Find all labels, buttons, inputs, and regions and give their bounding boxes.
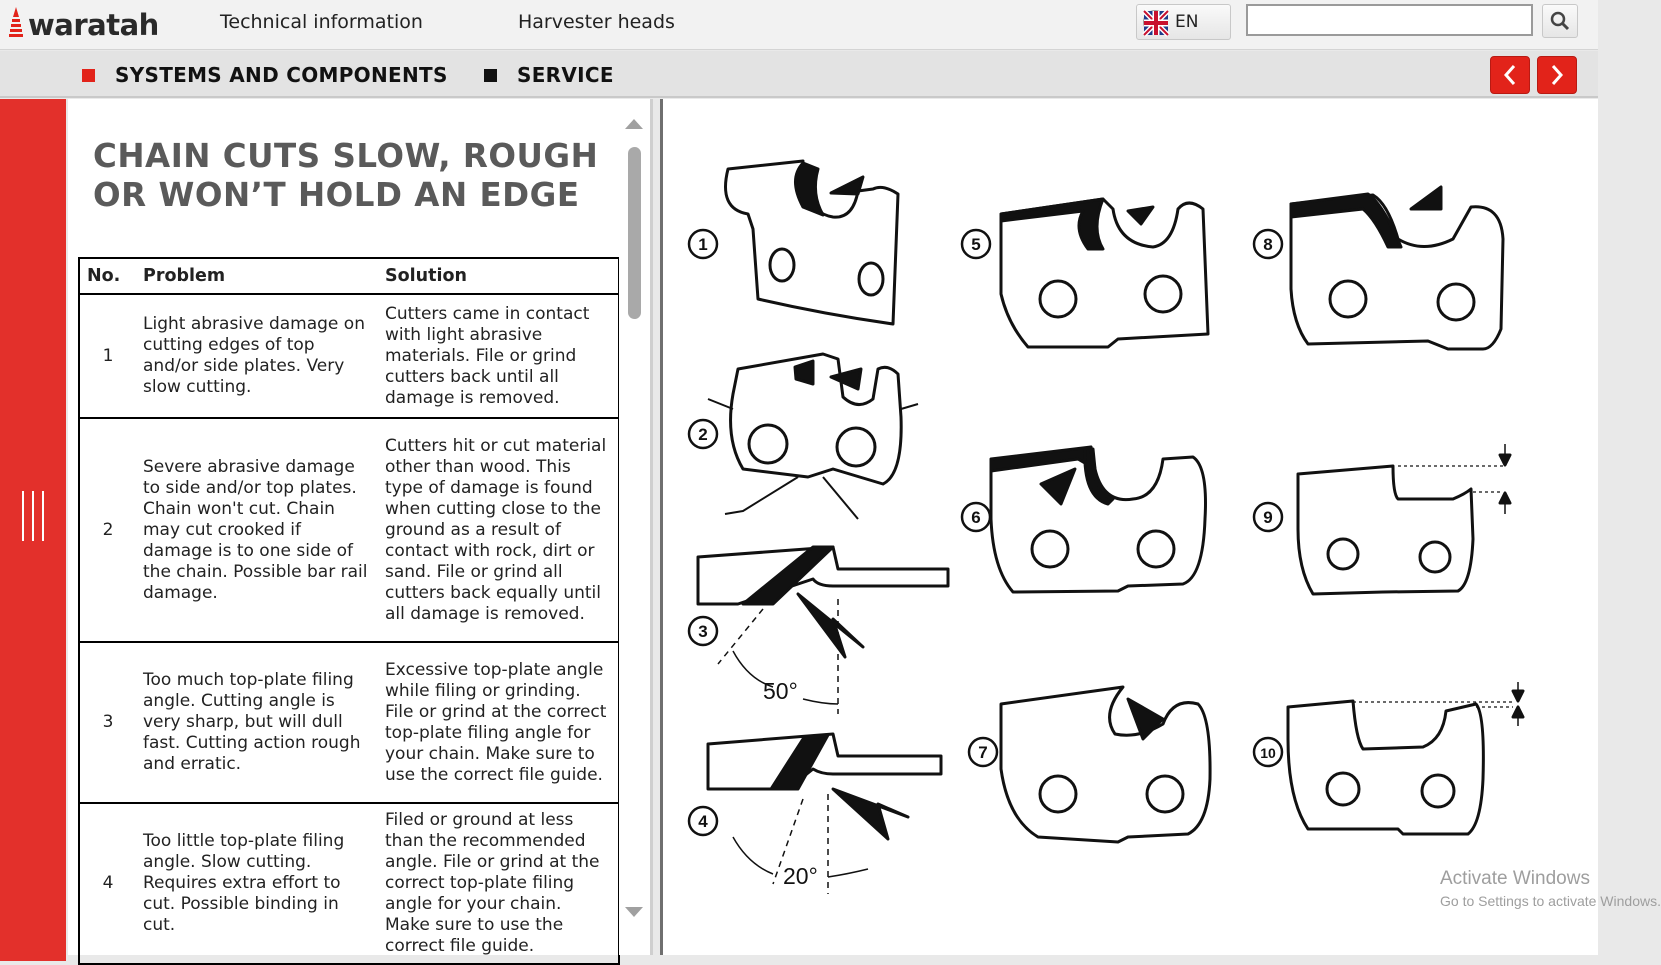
waratah-logo[interactable] bbox=[8, 4, 159, 44]
logo-wordmark: waratah bbox=[28, 8, 159, 42]
language-selector[interactable] bbox=[1136, 4, 1231, 40]
row-problem: Too little top-plate filing angle. Slow cutting. Requires extra effort to cut. Possible binding in cut. bbox=[136, 803, 378, 964]
chevron-right-icon bbox=[1548, 63, 1566, 87]
breadcrumb-service[interactable] bbox=[484, 63, 614, 87]
scrollbar-thumb[interactable] bbox=[628, 147, 641, 319]
row-problem: Severe abrasive damage to side and/or top plates. Chain won't cut. Chain may cut crooked if damage is to one side of the chain. Possible bar rail damage. bbox=[136, 418, 378, 642]
content-scrollbar[interactable] bbox=[619, 99, 649, 955]
figure-label: 10 bbox=[1260, 745, 1276, 761]
search-input[interactable] bbox=[1246, 4, 1533, 36]
illustration-panel bbox=[660, 99, 1598, 955]
breadcrumb-systems-and-components[interactable] bbox=[82, 63, 448, 87]
table-row bbox=[79, 418, 619, 642]
table-header-row bbox=[79, 258, 619, 294]
figure-label: 6 bbox=[971, 508, 981, 527]
column-header-no: No. bbox=[79, 258, 136, 294]
breadcrumb-label: SERVICE bbox=[517, 63, 614, 87]
watermark-line1: Activate Windows bbox=[1440, 868, 1590, 889]
page-title-line1: CHAIN CUTS SLOW, ROUGH bbox=[93, 137, 599, 175]
watermark-line2: Go to Settings to activate Windows. bbox=[1440, 893, 1661, 909]
top-header bbox=[0, 0, 1598, 50]
row-problem: Light abrasive damage on cutting edges of top and/or side plates. Very slow cutting. bbox=[136, 294, 378, 418]
row-number: 1 bbox=[79, 294, 136, 418]
previous-page-button[interactable] bbox=[1490, 56, 1530, 94]
row-problem: Too much top-plate filing angle. Cutting angle is very sharp, but will dull fast. Cutting action rough and erratic. bbox=[136, 642, 378, 803]
search-button[interactable] bbox=[1542, 4, 1578, 38]
table-row bbox=[79, 803, 619, 964]
next-page-button[interactable] bbox=[1537, 56, 1577, 94]
row-number: 2 bbox=[79, 418, 136, 642]
chain-cutter-diagram bbox=[663, 99, 1598, 955]
uk-flag-icon bbox=[1143, 10, 1167, 34]
red-square-icon bbox=[82, 69, 95, 82]
scroll-down-arrow-icon[interactable] bbox=[625, 907, 643, 917]
column-header-problem: Problem bbox=[136, 258, 378, 294]
row-solution: Excessive top-plate angle while filing or grinding. File or grind at the correct top-plate filing angle for your chain. Make sure to use the correct file guide. bbox=[378, 642, 619, 803]
row-number: 4 bbox=[79, 803, 136, 964]
table-row bbox=[79, 642, 619, 803]
figure-label: 3 bbox=[698, 622, 708, 641]
row-solution: Cutters hit or cut material other than wood. This type of damage is found when cutting close to the ground as a result of contact with rock, dirt or sand. File or grind all cutters back equally until all damage is removed. bbox=[378, 418, 619, 642]
table-row bbox=[79, 294, 619, 418]
figure-label: 8 bbox=[1263, 235, 1273, 254]
figure-label: 7 bbox=[978, 743, 988, 762]
black-square-icon bbox=[484, 69, 497, 82]
figure-label: 9 bbox=[1263, 508, 1273, 527]
angle-label-4: 20° bbox=[783, 863, 818, 889]
page-title bbox=[93, 137, 613, 215]
content-panel bbox=[68, 99, 653, 955]
panel-resize-handle[interactable] bbox=[22, 491, 44, 541]
search-icon bbox=[1550, 11, 1570, 31]
row-solution: Cutters came in contact with light abrasive materials. File or grind cutters back until all damage is removed. bbox=[378, 294, 619, 418]
scroll-up-arrow-icon[interactable] bbox=[625, 119, 643, 129]
figure-label: 5 bbox=[971, 235, 981, 254]
side-rail bbox=[0, 99, 66, 961]
nav-technical-information[interactable]: Technical information bbox=[220, 11, 423, 33]
waratah-flame-icon bbox=[8, 7, 24, 41]
figure-label: 1 bbox=[698, 235, 708, 254]
chevron-left-icon bbox=[1501, 63, 1519, 87]
breadcrumb-bar bbox=[0, 51, 1598, 98]
page-title-line2: OR WON’T HOLD AN EDGE bbox=[93, 176, 580, 214]
windows-activation-watermark bbox=[1440, 868, 1661, 909]
figure-label: 2 bbox=[698, 425, 708, 444]
row-number: 3 bbox=[79, 642, 136, 803]
breadcrumb-label: SYSTEMS AND COMPONENTS bbox=[115, 63, 448, 87]
nav-harvester-heads[interactable]: Harvester heads bbox=[518, 11, 675, 33]
row-solution: Filed or ground at less than the recommended angle. File or grind at the correct top-plate filing angle for your chain. Make sure to use the correct file guide. bbox=[378, 803, 619, 964]
angle-label-3: 50° bbox=[763, 678, 798, 704]
language-label: EN bbox=[1175, 12, 1199, 32]
troubleshooting-table bbox=[78, 257, 620, 965]
figure-label: 4 bbox=[698, 812, 708, 831]
column-header-solution: Solution bbox=[378, 258, 619, 294]
